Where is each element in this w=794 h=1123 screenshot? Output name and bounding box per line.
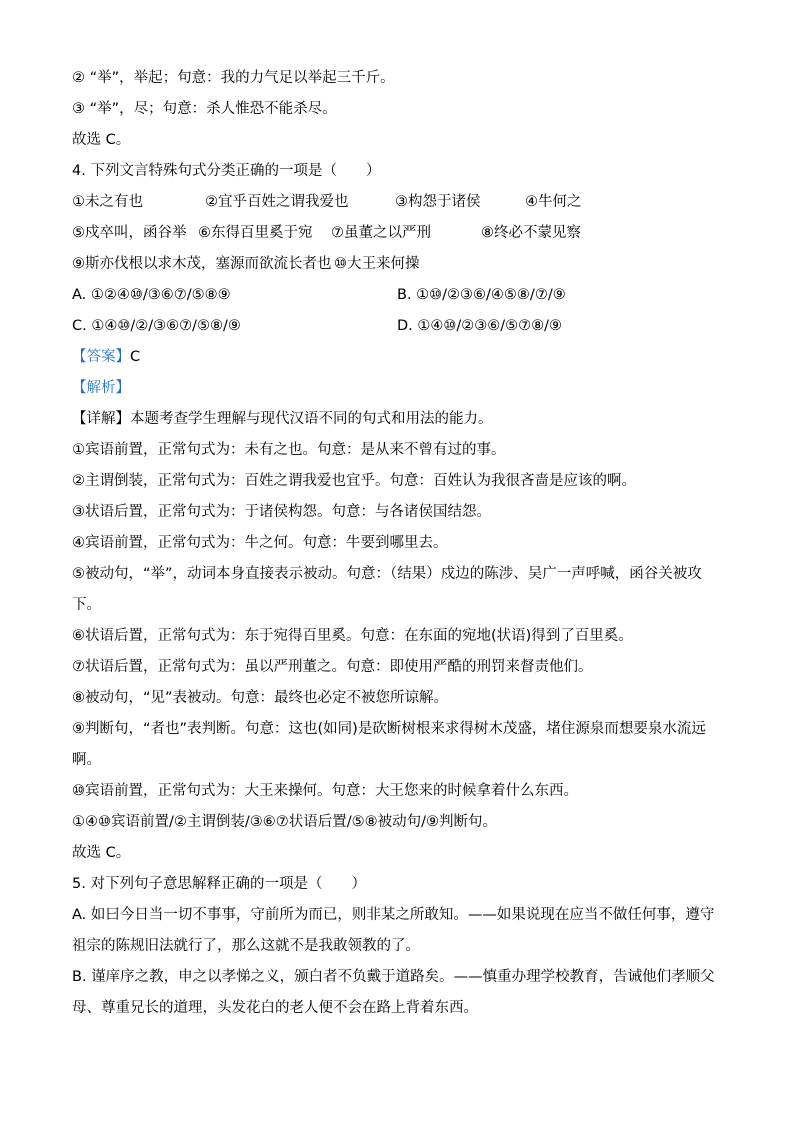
answer-options-row-2 — [72, 311, 722, 342]
explanation-summary: ①④⑩宾语前置/②主谓倒装/③⑥⑦状语后置/⑤⑧被动句/⑨判断句。 — [72, 814, 498, 830]
sentence-item: ⑨斯亦伐根以求木茂，塞源而欲流长者也 — [72, 256, 332, 272]
explanation-line: ④宾语前置，正常句式为：牛之何。句意：牛要到哪里去。 — [72, 535, 448, 551]
explanation-line: ①宾语前置，正常句式为：未有之也。句意：是从来不曾有过的事。 — [72, 442, 506, 458]
question-4-stem: 4. 下列文言特殊句式分类正确的一项是（ ） — [72, 163, 381, 179]
explanation-line: ⑤被动句，“举”，动词本身直接表示被动。句意：（结果）戍边的陈涉、吴广一声呼喊，函谷关被攻下。 — [72, 566, 702, 613]
answer-value: C — [130, 349, 141, 365]
sentence-item: ⑤戍卒叫，函谷举 — [72, 225, 187, 241]
conclusion-line: 故选 C。 — [72, 845, 131, 861]
sentence-item: ②宜乎百姓之谓我爱也 — [205, 194, 349, 210]
sentence-row-3 — [72, 249, 722, 280]
document-content — [72, 63, 722, 1024]
analysis-line — [72, 373, 722, 404]
sentence-item: ①未之有也 — [72, 194, 143, 210]
detail-tag: 【详解】 — [72, 411, 130, 427]
q5-option-b: B. 谨庠序之教，申之以孝悌之义，颁白者不负戴于道路矣。——慎重办理学校教育，告诫他们孝顺父母、尊重兄长的道理，头发花白的老人便不会在路上背着东西。 — [72, 969, 715, 1016]
detail-intro: 本题考查学生理解与现代汉语不同的句式和用法的能力。 — [130, 411, 493, 427]
sentence-row-2 — [72, 218, 722, 249]
sentence-row-1 — [72, 187, 722, 218]
explanation-line: ②主谓倒装，正常句式为：百姓之谓我爱也宜乎。句意：百姓认为我很吝啬是应该的啊。 — [72, 473, 636, 489]
explanation-line: ⑩宾语前置，正常句式为：大王来操何。句意：大王您来的时候拿着什么东西。 — [72, 783, 578, 799]
sentence-item: ③构怨于诸侯 — [395, 194, 481, 210]
option-c: C. ①④⑩/②/③⑥⑦/⑤⑧/⑨ — [72, 318, 241, 334]
sentence-item: ⑥东得百里奚于宛 — [198, 225, 313, 241]
answer-options-row-1 — [72, 280, 722, 311]
text-line: 故选 C。 — [72, 132, 131, 148]
sentence-item: ⑦虽董之以严刑 — [331, 225, 431, 241]
explanation-line: ⑧被动句，“见”表被动。句意：最终也必定不被您所谅解。 — [72, 690, 449, 706]
option-a: A. ①②④⑩/③⑥⑦/⑤⑧⑨ — [72, 287, 231, 303]
text-line: ② “举”，举起；句意：我的力气足以举起三千斤。 — [72, 70, 395, 86]
detail-line — [72, 404, 722, 435]
sentence-item: ⑧终必不蒙见察 — [481, 225, 581, 241]
explanation-line: ⑨判断句，“者也”表判断。句意：这也(如同)是砍断树根来求得树木茂盛，堵住源泉而想要泉水流远啊。 — [72, 721, 706, 768]
explanation-line: ⑥状语后置，正常句式为：东于宛得百里奚。句意：在东面的宛地(状语)得到了百里奚。 — [72, 628, 633, 644]
q5-option-a: A. 如曰今日当一切不事事，守前所为而已，则非某之所敢知。——如果说现在应当不做任何事，遵守祖宗的陈规旧法就行了，那么这就不是我敢领教的了。 — [72, 907, 715, 954]
explanation-line: ⑦状语后置，正常句式为：虽以严刑董之。句意：即使用严酷的刑罚来督责他们。 — [72, 659, 593, 675]
analysis-tag: 【解析】 — [72, 380, 130, 396]
answer-line — [72, 342, 722, 373]
answer-tag: 【答案】 — [72, 349, 130, 365]
text-line: ③ “举”，尽；句意：杀人惟恐不能杀尽。 — [72, 101, 337, 117]
question-5-stem: 5. 对下列句子意思解释正确的一项是（ ） — [72, 876, 366, 892]
sentence-item: ④牛何之 — [525, 194, 582, 210]
option-d: D. ①④⑩/②③⑥/⑤⑦⑧/⑨ — [397, 318, 563, 334]
explanation-line: ③状语后置，正常句式为：于诸侯构怨。句意：与各诸侯国结怨。 — [72, 504, 491, 520]
option-b: B. ①⑩/②③⑥/④⑤⑧/⑦/⑨ — [397, 287, 566, 303]
sentence-item: ⑩大王来何操 — [334, 256, 420, 272]
